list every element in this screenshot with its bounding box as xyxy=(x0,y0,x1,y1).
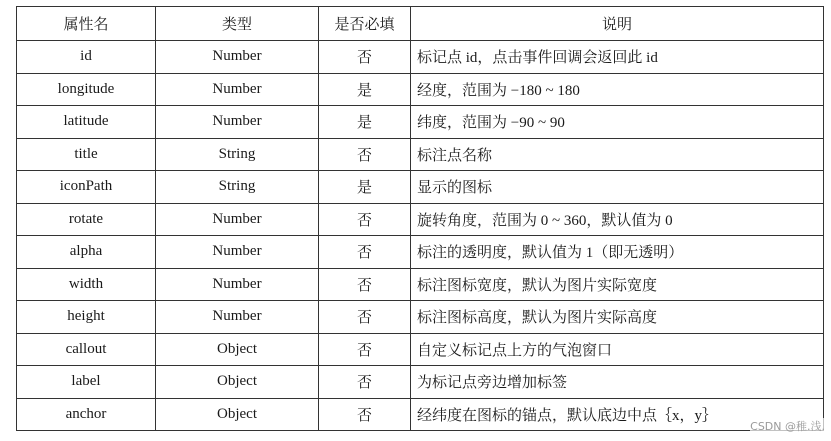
cell-type: Number xyxy=(156,268,319,301)
cell-type: Object xyxy=(156,366,319,399)
cell-type: Number xyxy=(156,73,319,106)
cell-type: Object xyxy=(156,398,319,431)
cell-attribute-name: longitude xyxy=(17,73,156,106)
cell-attribute-name: anchor xyxy=(17,398,156,431)
cell-type: Number xyxy=(156,203,319,236)
table-row xyxy=(17,106,824,139)
cell-required: 否 xyxy=(319,333,411,366)
cell-description: 经纬度在图标的锚点，默认底边中点｛x，y｝ xyxy=(411,398,824,431)
cell-type: Number xyxy=(156,106,319,139)
attribute-table-container xyxy=(16,6,823,431)
cell-type: Object xyxy=(156,333,319,366)
cell-required: 否 xyxy=(319,301,411,334)
cell-description: 标记点 id，点击事件回调会返回此 id xyxy=(411,41,824,74)
cell-type: String xyxy=(156,171,319,204)
table-row xyxy=(17,236,824,269)
cell-description: 为标记点旁边增加标签 xyxy=(411,366,824,399)
cell-description: 标注图标高度，默认为图片实际高度 xyxy=(411,301,824,334)
cell-description: 纬度，范围为 −90 ~ 90 xyxy=(411,106,824,139)
cell-required: 否 xyxy=(319,398,411,431)
table-row xyxy=(17,138,824,171)
table-row xyxy=(17,398,824,431)
cell-attribute-name: label xyxy=(17,366,156,399)
header-description: 说明 xyxy=(411,7,824,41)
table-row xyxy=(17,333,824,366)
cell-required: 否 xyxy=(319,366,411,399)
cell-description: 旋转角度，范围为 0 ~ 360，默认值为 0 xyxy=(411,203,824,236)
cell-required: 否 xyxy=(319,268,411,301)
cell-required: 是 xyxy=(319,171,411,204)
csdn-watermark: CSDN @稚.浅. xyxy=(750,420,825,433)
table-row xyxy=(17,366,824,399)
cell-attribute-name: width xyxy=(17,268,156,301)
cell-type: String xyxy=(156,138,319,171)
header-required: 是否必填 xyxy=(319,7,411,41)
cell-required: 是 xyxy=(319,106,411,139)
header-attribute-name: 属性名 xyxy=(17,7,156,41)
cell-description: 标注图标宽度，默认为图片实际宽度 xyxy=(411,268,824,301)
cell-required: 否 xyxy=(319,236,411,269)
cell-type: Number xyxy=(156,301,319,334)
table-row xyxy=(17,41,824,74)
table-row xyxy=(17,301,824,334)
attribute-table xyxy=(16,6,824,431)
cell-required: 否 xyxy=(319,138,411,171)
cell-attribute-name: latitude xyxy=(17,106,156,139)
header-type: 类型 xyxy=(156,7,319,41)
cell-attribute-name: rotate xyxy=(17,203,156,236)
table-row xyxy=(17,203,824,236)
table-row xyxy=(17,268,824,301)
cell-required: 是 xyxy=(319,73,411,106)
cell-description: 标注的透明度，默认值为 1（即无透明） xyxy=(411,236,824,269)
table-row xyxy=(17,73,824,106)
cell-type: Number xyxy=(156,41,319,74)
cell-attribute-name: title xyxy=(17,138,156,171)
cell-attribute-name: iconPath xyxy=(17,171,156,204)
cell-type: Number xyxy=(156,236,319,269)
cell-required: 否 xyxy=(319,203,411,236)
cell-attribute-name: id xyxy=(17,41,156,74)
table-header-row xyxy=(17,7,824,41)
cell-attribute-name: height xyxy=(17,301,156,334)
cell-attribute-name: alpha xyxy=(17,236,156,269)
cell-required: 否 xyxy=(319,41,411,74)
cell-description: 经度，范围为 −180 ~ 180 xyxy=(411,73,824,106)
cell-description: 显示的图标 xyxy=(411,171,824,204)
cell-attribute-name: callout xyxy=(17,333,156,366)
table-row xyxy=(17,171,824,204)
cell-description: 标注点名称 xyxy=(411,138,824,171)
cell-description: 自定义标记点上方的气泡窗口 xyxy=(411,333,824,366)
